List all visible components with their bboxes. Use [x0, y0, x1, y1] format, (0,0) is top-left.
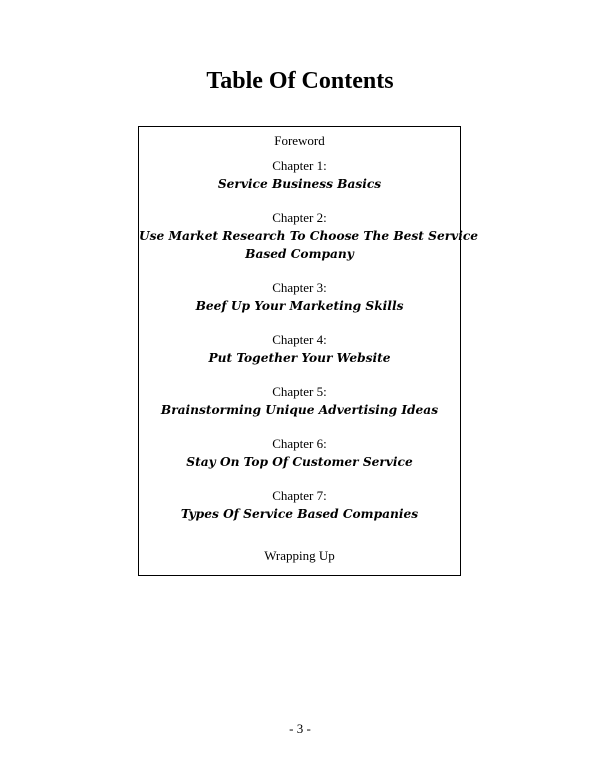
- chapter-6-title[interactable]: Stay On Top Of Customer Service: [186, 455, 413, 469]
- chapter-2-title-line-2[interactable]: Based Company: [245, 247, 354, 261]
- toc-wrapping-up[interactable]: Wrapping Up: [264, 548, 335, 563]
- chapter-1-title[interactable]: Service Business Basics: [217, 177, 382, 191]
- chapter-2-title-line-1[interactable]: Use Market Research To Choose The Best Service: [139, 229, 479, 243]
- chapter-3-title[interactable]: Beef Up Your Marketing Skills: [195, 299, 404, 313]
- chapter-7-label: Chapter 7:: [272, 488, 327, 503]
- chapter-4-title[interactable]: Put Together Your Website: [208, 351, 391, 365]
- toc-foreword[interactable]: Foreword: [274, 133, 325, 148]
- chapter-2-label: Chapter 2:: [272, 210, 327, 225]
- page-title: Table Of Contents: [206, 68, 394, 94]
- table-of-contents: [138, 126, 479, 576]
- chapter-5-label: Chapter 5:: [272, 384, 327, 399]
- chapter-6-label: Chapter 6:: [272, 436, 327, 451]
- page-number: - 3 -: [289, 721, 311, 736]
- chapter-4-label: Chapter 4:: [272, 332, 327, 347]
- chapter-1-label: Chapter 1:: [272, 158, 327, 173]
- chapter-3-label: Chapter 3:: [272, 280, 327, 295]
- chapter-5-title[interactable]: Brainstorming Unique Advertising Ideas: [160, 403, 439, 417]
- chapter-7-title[interactable]: Types Of Service Based Companies: [180, 507, 419, 521]
